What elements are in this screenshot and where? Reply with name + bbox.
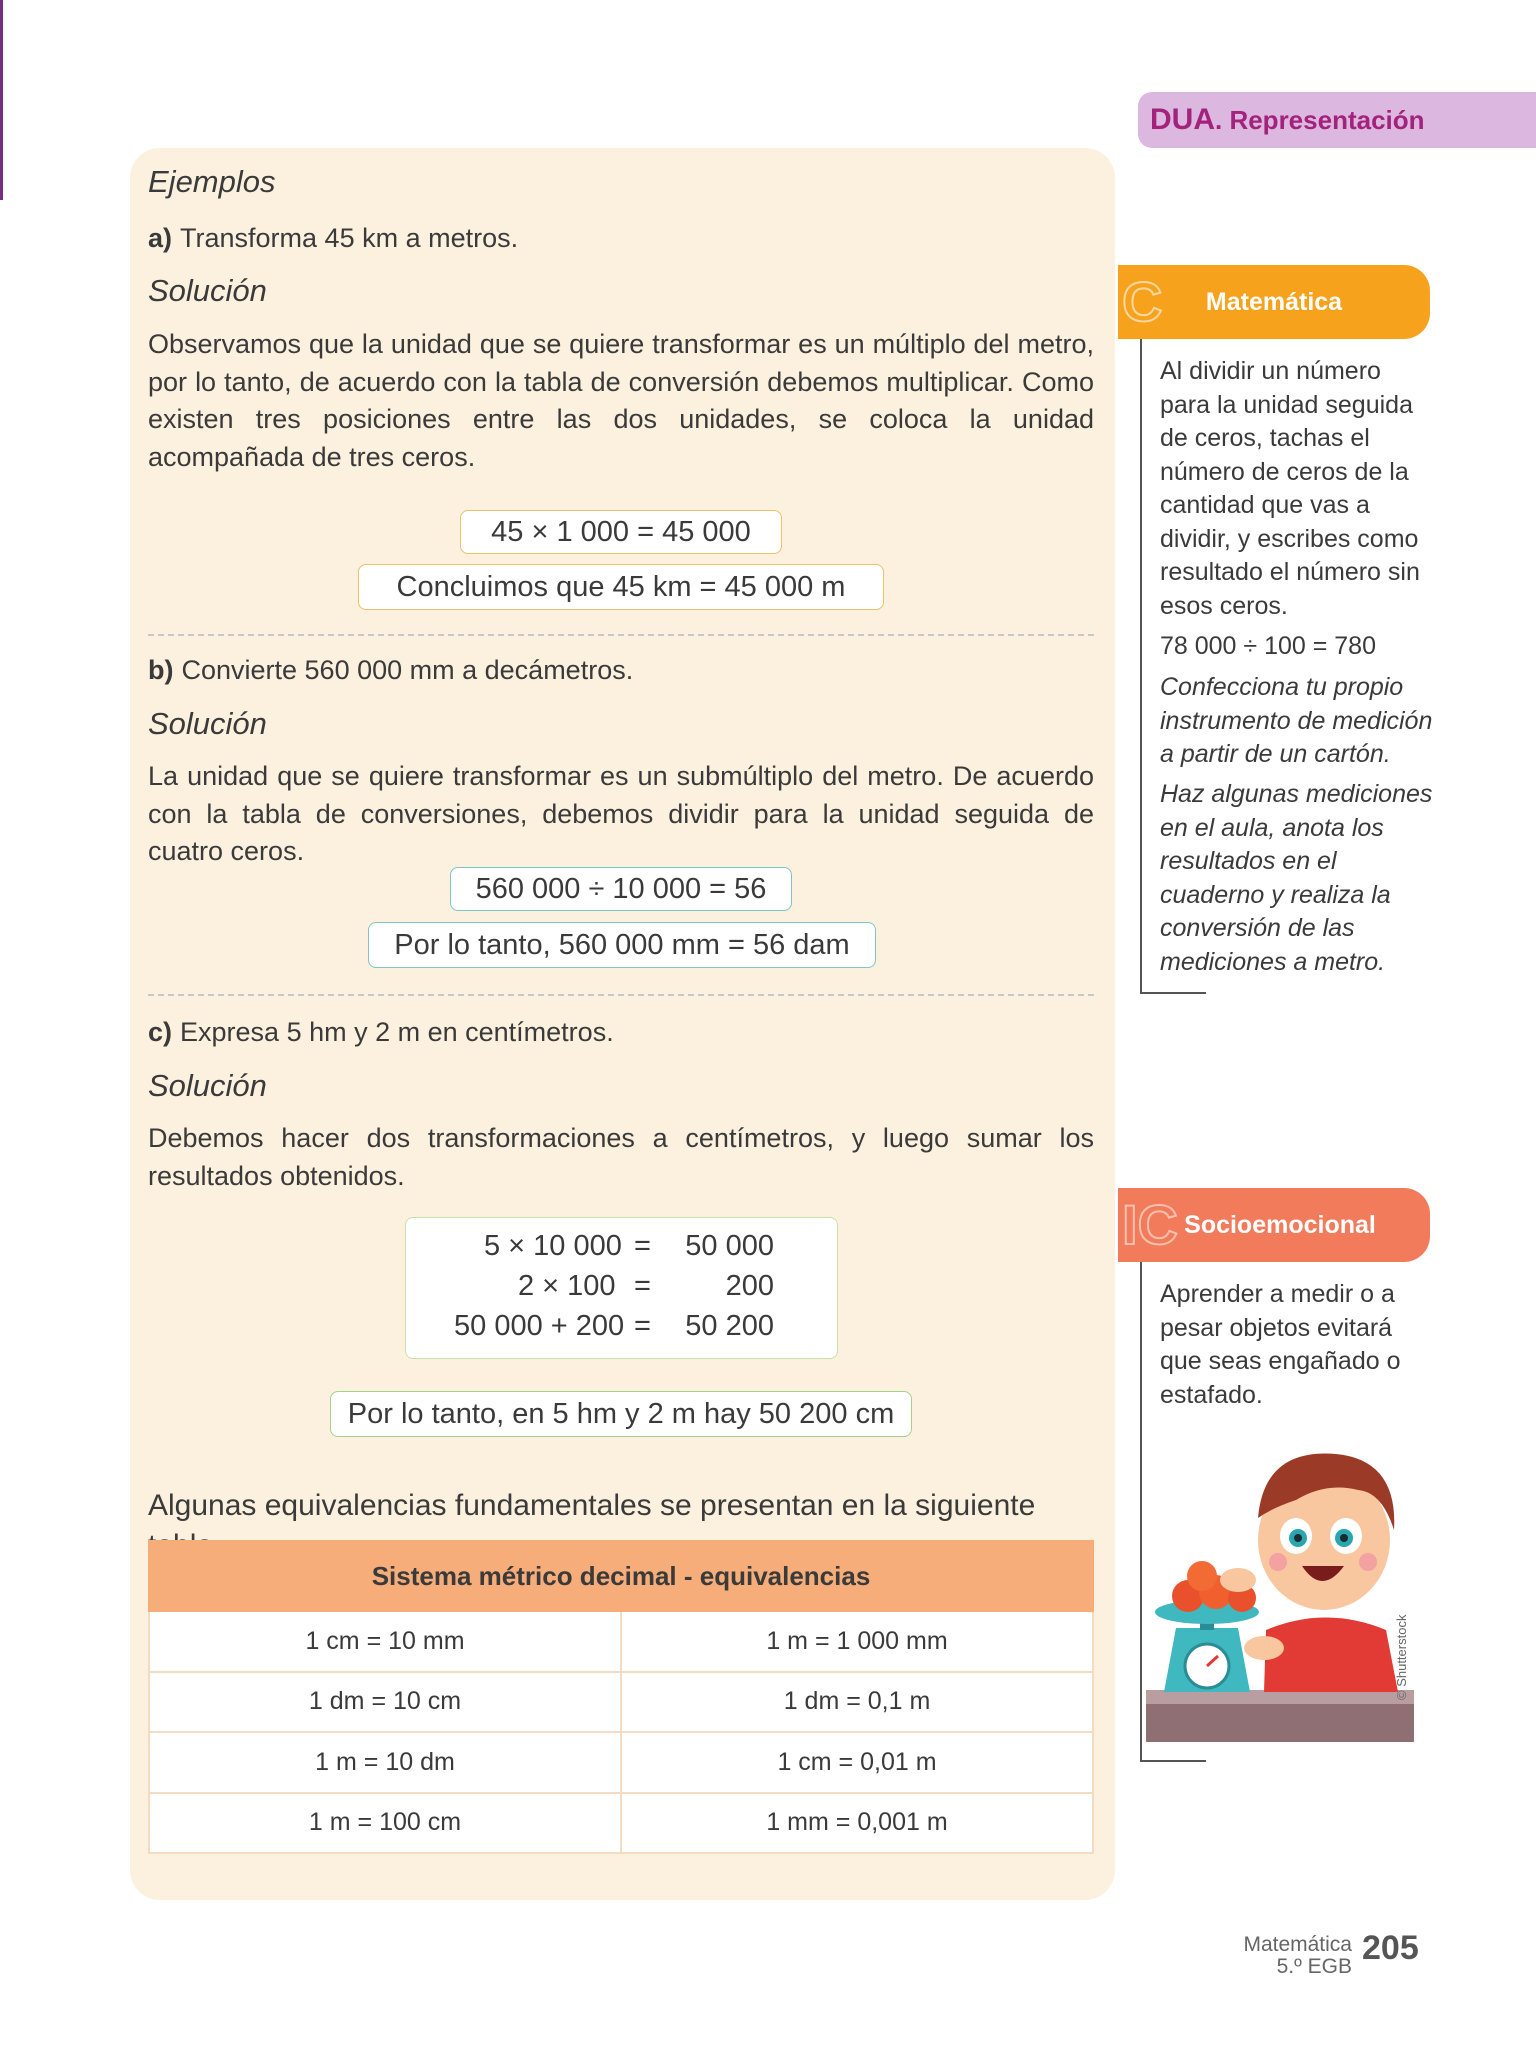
math-card-border bbox=[1140, 339, 1142, 992]
boy-hand-right bbox=[1244, 1636, 1284, 1660]
example-c-prompt bbox=[148, 1014, 1094, 1052]
math-card-header bbox=[1118, 265, 1430, 339]
boy-with-scale-illustration bbox=[1146, 1420, 1416, 1742]
example-a-solution-label: Solución bbox=[148, 273, 267, 308]
example-b-conclusion-box: Por lo tanto, 560 000 mm = 56 dam bbox=[368, 922, 876, 968]
math-card-activity-2: Haz algunas mediciones en el aula, anota los resultados en el cuaderno y realiza la conversión de las mediciones a metro. bbox=[1160, 780, 1433, 976]
dua-tab bbox=[1138, 92, 1536, 148]
example-a-letter: a) bbox=[148, 223, 173, 253]
table-cell: 1 dm = 0,1 m bbox=[621, 1672, 1093, 1733]
example-a-text: Transforma 45 km a metros. bbox=[180, 223, 519, 253]
table-row bbox=[149, 1793, 1093, 1854]
example-c-calc-box bbox=[405, 1217, 838, 1359]
calc-row-2 bbox=[518, 1270, 616, 1303]
tomato bbox=[1187, 1561, 1217, 1591]
example-b-prompt bbox=[148, 652, 1094, 690]
boy-cheek-left bbox=[1269, 1553, 1287, 1571]
table-cell: 1 dm = 10 cm bbox=[149, 1672, 621, 1733]
socio-ic-icon: IC bbox=[1122, 1193, 1178, 1256]
calc-right: 50 200 bbox=[685, 1310, 774, 1342]
table-cell: 1 mm = 0,001 m bbox=[621, 1793, 1093, 1854]
divider bbox=[148, 634, 1094, 636]
socio-card-title: Socioemocional bbox=[1184, 1210, 1376, 1239]
math-card-text: Al dividir un número para la unidad seguida de ceros, tachas el número de ceros de la cantidad que vas a dividir, y escribes como resultado el número sin esos ceros. bbox=[1160, 357, 1420, 620]
example-c-letter: c) bbox=[148, 1017, 173, 1047]
boy-iris-left bbox=[1294, 1534, 1302, 1542]
boy-iris-right bbox=[1340, 1534, 1348, 1542]
counter-top bbox=[1146, 1690, 1414, 1704]
table-cell: 1 m = 10 dm bbox=[149, 1732, 621, 1793]
example-c-text: Expresa 5 hm y 2 m en centímetros. bbox=[180, 1017, 614, 1047]
example-b-letter: b) bbox=[148, 655, 174, 685]
examples-title: Ejemplos bbox=[148, 164, 276, 199]
table-row bbox=[149, 1732, 1093, 1793]
dua-prefix: DUA bbox=[1150, 103, 1215, 136]
calc-left: 2 × 100 bbox=[518, 1270, 616, 1302]
socio-card-border bbox=[1140, 1262, 1142, 1760]
table-row bbox=[149, 1672, 1093, 1733]
boy-cheek-right bbox=[1359, 1553, 1377, 1571]
example-c-conclusion-box: Por lo tanto, en 5 hm y 2 m hay 50 200 cm bbox=[330, 1391, 912, 1437]
example-b-solution-label: Solución bbox=[148, 706, 267, 741]
divider bbox=[148, 994, 1094, 996]
footer-subject-name: Matemática bbox=[1243, 1933, 1352, 1956]
example-b-text: Convierte 560 000 mm a decámetros. bbox=[181, 655, 634, 685]
socio-card-text: Aprender a medir o a pesar objetos evitará que seas engañado o estafado. bbox=[1160, 1280, 1401, 1409]
table-intro: Algunas equivalencias fundamentales se presentan en la siguiente bbox=[148, 1489, 1036, 1522]
table-cell: 1 cm = 0,01 m bbox=[621, 1732, 1093, 1793]
example-a-prompt bbox=[148, 220, 1094, 258]
table-cell: 1 m = 1 000 mm bbox=[621, 1611, 1093, 1672]
table-cell: 1 m = 100 cm bbox=[149, 1793, 621, 1854]
socio-card-header bbox=[1118, 1188, 1430, 1262]
example-b-calc-box: 560 000 ÷ 10 000 = 56 bbox=[450, 867, 792, 911]
math-card-example: 78 000 ÷ 100 = 780 bbox=[1160, 632, 1376, 660]
calc-eq: = bbox=[634, 1270, 651, 1302]
boy-shirt bbox=[1264, 1618, 1398, 1693]
math-c-icon: C bbox=[1122, 270, 1163, 333]
calc-right: 200 bbox=[725, 1270, 774, 1302]
calc-eq: = bbox=[634, 1230, 651, 1262]
example-a-conclusion-box: Concluimos que 45 km = 45 000 m bbox=[358, 564, 884, 610]
calc-left: 5 × 10 000 bbox=[484, 1230, 622, 1262]
calc-row-1 bbox=[484, 1230, 622, 1263]
socio-card-foot bbox=[1140, 1760, 1206, 1762]
table-row bbox=[149, 1611, 1093, 1672]
math-card-title: Matemática bbox=[1205, 287, 1343, 316]
math-card-foot bbox=[1140, 992, 1206, 994]
page-number: 205 bbox=[1362, 1929, 1419, 1967]
calc-row-3 bbox=[454, 1310, 624, 1343]
left-margin-rule bbox=[0, 0, 3, 200]
calc-eq: = bbox=[634, 1310, 651, 1342]
example-b-explanation: La unidad que se quiere transformar es un submúltiplo del metro. De acuerdo con la tabla de conversiones, debemos dividir para la unidad seguida de cuatro ceros. bbox=[148, 761, 1094, 866]
math-card-activity-1: Confecciona tu propio instrumento de medición a partir de un cartón. bbox=[1160, 673, 1433, 768]
footer-grade: 5.º EGB bbox=[1276, 1955, 1352, 1978]
dua-label: . Representación bbox=[1215, 104, 1425, 135]
example-c-explanation: Debemos hacer dos transformaciones a centímetros, y luego sumar los resultados obtenidos. bbox=[148, 1123, 1094, 1191]
footer-subject bbox=[1160, 1934, 1352, 1978]
table-cell: 1 cm = 10 mm bbox=[149, 1611, 621, 1672]
image-credit: © Shutterstock bbox=[1394, 1614, 1409, 1700]
example-c-solution-label: Solución bbox=[148, 1068, 267, 1103]
example-a-calc-box: 45 × 1 000 = 45 000 bbox=[460, 510, 782, 554]
calc-right: 50 000 bbox=[685, 1230, 774, 1262]
counter bbox=[1146, 1702, 1414, 1742]
equivalences-table bbox=[148, 1540, 1094, 1854]
table-header: Sistema métrico decimal - equivalencias bbox=[149, 1541, 1093, 1611]
boy-hand-left bbox=[1220, 1568, 1256, 1592]
calc-left: 50 000 + 200 bbox=[454, 1310, 625, 1342]
example-a-explanation: Observamos que la unidad que se quiere transformar es un múltiplo del metro, por lo tanto, de acuerdo con la tabla de conversión debemos multiplicar. Como existen tres posiciones entre las dos unidades, se coloca la unidad acompañada de tres ceros. bbox=[148, 329, 1094, 472]
